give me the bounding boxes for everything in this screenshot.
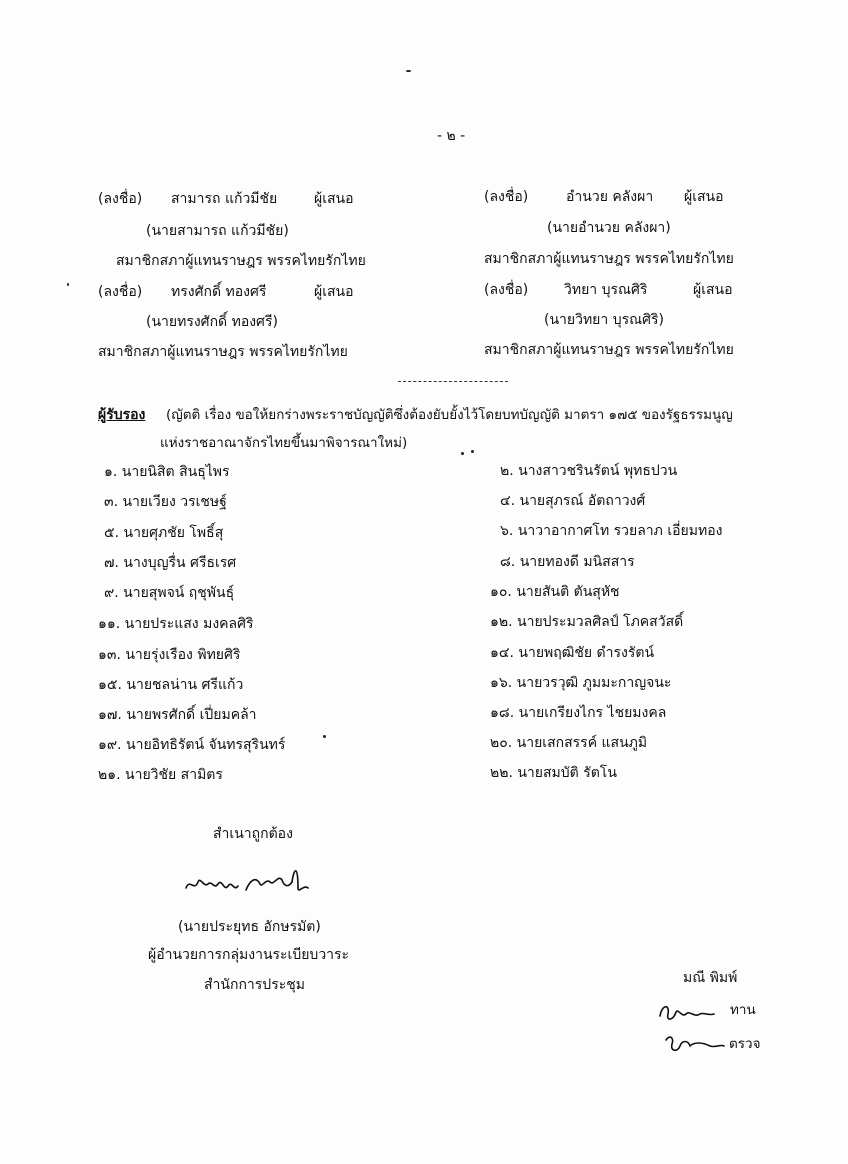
endorsers-heading: ผู้รับรอง (98, 407, 146, 423)
typist-initials (656, 998, 726, 1026)
checker-role: ตรวจ (729, 1036, 761, 1052)
proposer-4-role: ผู้เสนอ (693, 282, 733, 298)
proposer-4-position: สมาชิกสภาผู้แทนราษฎร พรรคไทยรักไทย (484, 342, 734, 358)
endorser-item: ๖. นาวาอากาศโท รวยลาภ เอี่ยมทอง (500, 523, 723, 539)
page-number: - ๒ - (437, 128, 466, 144)
endorser-item: ๑๖. นายวรวุฒิ ภูมมะกาญจนะ (490, 675, 672, 691)
endorser-item: ๒. นางสาวชรินรัตน์ พุทธปวน (500, 463, 678, 479)
endorser-item: ๑๔. นายพฤฒิชัย ดำรงรัตน์ (490, 645, 655, 661)
endorser-item: ๕. นายศุภชัย โพธิ์สุ (104, 525, 224, 541)
endorser-item: ๑๘. นายเกรียงไกร ไชยมงคล (490, 705, 667, 721)
endorser-item: ๒๑. นายวิชัย สามิตร (98, 767, 223, 783)
endorser-item: ๑. นายนิสิต สินธุไพร (104, 464, 230, 480)
certifier-signature (180, 858, 320, 908)
certifier-position: ผู้อำนวยการกลุ่มงานระเบียบวาระ (148, 947, 350, 963)
proposer-4-sign-prefix: (ลงชื่อ) (484, 282, 529, 298)
proposer-1-signed-name: สามารถ แก้วมีชัย (171, 191, 278, 207)
proposer-4-full-name: (นายวิทยา บุรณศิริ) (544, 312, 664, 328)
typist-role: ทาน (730, 1002, 756, 1018)
proposer-4-signed-name: วิทยา บุรณศิริ (564, 282, 648, 298)
proposer-1-full-name: (นายสามารถ แก้วมีชัย) (146, 223, 289, 239)
scan-speck (461, 452, 464, 455)
proposer-2-signed-name: อำนวย คลังผา (566, 189, 654, 205)
endorser-item: ๑๕. นายชลน่าน ศรีแก้ว (98, 677, 244, 693)
proposer-2-full-name: (นายอำนวย คลังผา) (547, 220, 671, 236)
proposer-2-role: ผู้เสนอ (684, 189, 724, 205)
scan-speck (471, 450, 474, 453)
certifier-office: สำนักการประชุม (204, 977, 305, 993)
proposer-2-position: สมาชิกสภาผู้แทนราษฎร พรรคไทยรักไทย (484, 251, 734, 267)
endorser-item: ๘. นายทองดี มนิสสาร (500, 554, 635, 570)
proposer-3-sign-prefix: (ลงชื่อ) (98, 284, 143, 300)
endorsers-subject-line-1: (ญัตติ เรื่อง ขอให้ยกร่างพระราชบัญญัติซึ่งต้องยับยั้งไว้โดยบทบัญญัติ มาตรา ๑๗๕ ของรัฐธรรมนูญ (166, 407, 733, 423)
proposer-3-full-name: (นายทรงศักดิ์ ทองศรี) (146, 314, 278, 330)
endorsers-subject-line-2: แห่งราชอาณาจักรไทยขึ้นมาพิจารณาใหม่) (160, 435, 408, 451)
proposer-1-position: สมาชิกสภาผู้แทนราษฎร พรรคไทยรักไทย (116, 253, 366, 269)
certification-title: สำเนาถูกต้อง (213, 826, 293, 842)
proposer-3-position: สมาชิกสภาผู้แทนราษฎร พรรคไทยรักไทย (98, 344, 348, 360)
typist-name: มณี พิมพ์ (683, 970, 738, 986)
scan-speck (406, 70, 411, 72)
certifier-name: (นายประยุทธ อักษรมัต) (178, 919, 321, 935)
endorser-item: ๑๓. นายรุ่งเรือง พิทยศิริ (98, 647, 241, 663)
endorser-item: ๒๒. นายสมบัติ รัตโน (490, 765, 617, 781)
endorser-item: ๑๑. นายประแสง มงคลศิริ (98, 616, 254, 632)
endorser-item: ๒๐. นายเสกสรรค์ แสนภูมิ (490, 735, 648, 751)
proposer-1-role: ผู้เสนอ (314, 191, 354, 207)
scan-speck (323, 735, 326, 738)
proposer-1-sign-prefix: (ลงชื่อ) (98, 191, 143, 207)
checker-initials (662, 1030, 732, 1058)
endorser-item: ๑๐. นายสันติ ตันสุหัช (490, 584, 620, 600)
proposer-3-role: ผู้เสนอ (314, 284, 354, 300)
endorser-item: ๑๒. นายประมวลศิลป์ โภคสวัสดิ์ (490, 614, 684, 630)
proposer-2-sign-prefix: (ลงชื่อ) (484, 189, 529, 205)
scan-speck (67, 283, 69, 286)
endorser-item: ๑๙. นายอิทธิรัตน์ จันทรสุรินทร์ (98, 737, 286, 753)
endorser-item: ๑๗. นายพรศักดิ์ เปี่ยมคล้า (98, 707, 257, 723)
endorser-item: ๓. นายเวียง วรเชษฐ์ (104, 494, 227, 510)
endorser-item: ๔. นายสุภรณ์ อัตถาวงศ์ (500, 493, 646, 509)
proposer-3-signed-name: ทรงศักดิ์ ทองศรี (171, 284, 267, 300)
endorser-item: ๗. นางบุญรื่น ศรีธเรศ (104, 555, 237, 571)
endorser-item: ๙. นายสุพจน์ ฤชุพันธุ์ (104, 585, 235, 601)
section-divider (398, 381, 508, 382)
